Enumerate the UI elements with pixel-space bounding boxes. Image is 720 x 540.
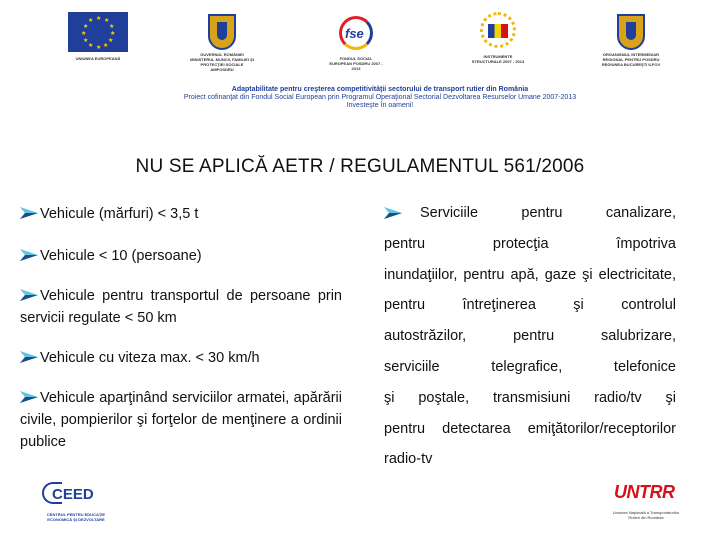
bullet-text: Vehicule pentru transportul de persoane prin servicii regulate < 50 km [20,288,342,326]
ministry-logo [190,14,254,72]
untrr-logo [608,480,684,530]
project-title: Adaptabilitate pentru creşterea competitivităţii sectorului de transport rutier din România [231,86,529,93]
logo-caption: UNIUNEA EUROPEANĂ [75,56,121,61]
bullet-arrow-icon [20,249,38,261]
romania-crest-icon [617,14,645,50]
logo-caption: GUVERNUL ROMÂNIEI MINISTERUL MUNCII, FAMILIEI ŞI PROTECŢIEI SOCIALE AMPOSDRU [190,52,254,72]
romania-crest-icon [208,14,236,50]
bullet-arrow-icon [20,207,38,219]
logo-caption: ORGANISMUL INTERMEDIAR REGIONAL PENTRU POSDRU REGIUNEA BUCUREŞTI ILFOV [601,52,661,67]
bullet-text: Vehicule < 10 (persoane) [40,248,202,264]
bullet-item [20,347,350,369]
ceed-logo-word: CEED [52,486,94,503]
bullet-item [20,285,342,329]
bullet-text: Vehicule aparţinând serviciilor armatei, apărării civile, pompierilor şi forţelor de menţinere a ordinii publice [20,390,342,450]
bullet-text-line: serviciile telegrafice, telefonice [384,358,676,375]
bullet-text: Vehicule (mărfuri) < 3,5 t [40,206,199,222]
bullet-text-line: inundaţiilor, pentru apă, gaze şi electricitate, [384,266,676,283]
logo-caption: FONDUL SOCIAL EUROPEAN POSDRU 2007 - 2013 [329,56,383,71]
bullet-arrow-icon [20,289,38,301]
eu-flag-icon: ★ ★ ★ ★ ★ ★ ★ ★ ★ ★ ★ ★ [68,12,128,52]
regional-body-logo [596,14,666,67]
logo-caption: INSTRUMENTE STRUCTURALE 2007 - 2013 [471,54,525,64]
bullet-text-line: pentru detectarea emiţătorilor/receptorilor radio-tv [384,420,676,468]
bullet-text-line: Serviciile pentru canalizare, [420,205,676,221]
bullet-text-line: şi poştale, transmisiuni radio/tv şi [384,389,676,406]
fse-logo [328,12,384,71]
bullet-arrow-icon [20,351,38,363]
structural-instruments-icon [474,10,522,54]
header-logo-strip [0,0,720,80]
untrr-logo-icon: UNTRR [614,482,675,502]
bullet-item [20,245,350,267]
bullet-item-right [384,198,676,475]
fse-logo-icon: fse [333,12,379,56]
bullet-text-lines [384,198,676,475]
bullet-item [20,387,342,453]
eu-logo [58,12,138,61]
ceed-logo [36,480,116,526]
bullet-text-line: autostrăzilor, pentru salubrizare, [384,328,676,345]
project-motto: Investeşte în oameni! [346,102,414,109]
structural-instruments-logo [470,10,526,64]
bullet-text-line: pentru întreţinerea şi controlul [384,297,676,314]
ceed-logo-caption: CENTRUL PENTRU EDUCAŢIE ECONOMICĂ ŞI DEZVOLTARE [46,512,106,522]
bullet-item [20,203,350,225]
untrr-logo-caption: Uniunea Naţională a Transportatorilor Rutieri din România [612,510,680,520]
bullet-text-line: pentru protecţia împotriva [384,235,676,252]
bullet-arrow-icon [20,391,38,403]
bullet-arrow-icon [384,207,402,219]
project-cofinance: Proiect cofinanţat din Fondul Social European prin Programul Operaţional Sectorial Dezvoltarea Resurselor Umane 2007-2013 [183,94,577,101]
slide-title: NU SE APLICĂ AETR / REGULAMENTUL 561/2006 [135,156,585,177]
bullet-text: Vehicule cu viteza max. < 30 km/h [40,350,260,366]
